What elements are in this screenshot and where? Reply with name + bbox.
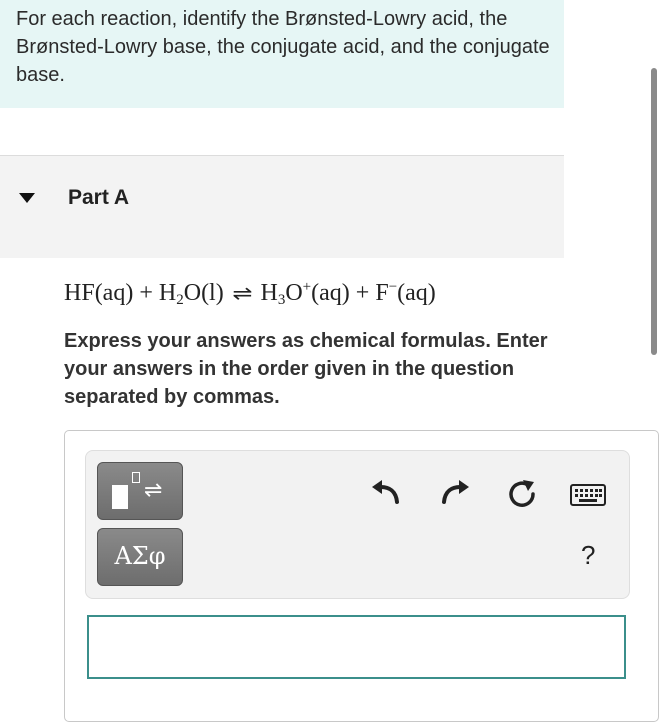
product-fluoride-state: (aq): [397, 280, 436, 306]
part-title: Part A: [68, 186, 130, 209]
plus-sign: +: [139, 280, 153, 306]
equilibrium-arrow-icon: ⇌: [232, 281, 253, 305]
template-superscript-icon: [132, 472, 140, 483]
reactant-water-state: (l): [201, 280, 224, 306]
product-hydronium-h: H: [260, 280, 278, 306]
keyboard-icon[interactable]: [570, 484, 606, 506]
scrollbar[interactable]: [651, 68, 657, 355]
math-toolbar: [85, 450, 630, 599]
reactant-water-o: O: [183, 280, 202, 306]
help-button[interactable]: ?: [581, 540, 596, 570]
answer-input[interactable]: [87, 615, 626, 679]
product-fluoride: F: [375, 280, 389, 306]
question-intro-panel: [0, 0, 564, 108]
undo-icon[interactable]: [369, 478, 403, 504]
answer-box: [64, 430, 659, 722]
product-fluoride-charge: −: [388, 279, 398, 295]
template-square-icon: [112, 485, 128, 509]
reaction-equation: [64, 280, 436, 307]
reactant-hf: HF: [64, 280, 95, 306]
question-intro-text: For each reaction, identify the Brønsted-Lowry acid, the Brønsted-Lowry base, the conjugate acid, and the conjugate base.: [16, 8, 550, 86]
greek-symbols-button[interactable]: [97, 528, 183, 586]
plus-sign: +: [355, 280, 370, 306]
product-hydronium-o: O: [285, 280, 303, 306]
product-hydronium-charge: +: [302, 279, 312, 295]
reactant-hf-state: (aq): [94, 280, 134, 306]
product-hydronium-subscript: 3: [277, 292, 286, 308]
part-a-header[interactable]: [0, 155, 564, 258]
reactant-water-subscript: 2: [176, 292, 184, 308]
equilibrium-arrows-icon: ⇌: [144, 478, 163, 503]
caret-down-icon[interactable]: [19, 193, 35, 203]
answer-instructions: Express your answers as chemical formulas. Enter your answers in the order given in the question separated by commas.: [64, 330, 548, 408]
reactant-water-h: H: [158, 280, 177, 306]
product-hydronium-state: (aq): [311, 280, 350, 306]
templates-button[interactable]: [97, 462, 183, 520]
reset-icon[interactable]: [506, 478, 538, 510]
greek-symbols-label: ΑΣφ: [114, 542, 166, 570]
redo-icon[interactable]: [438, 478, 472, 504]
